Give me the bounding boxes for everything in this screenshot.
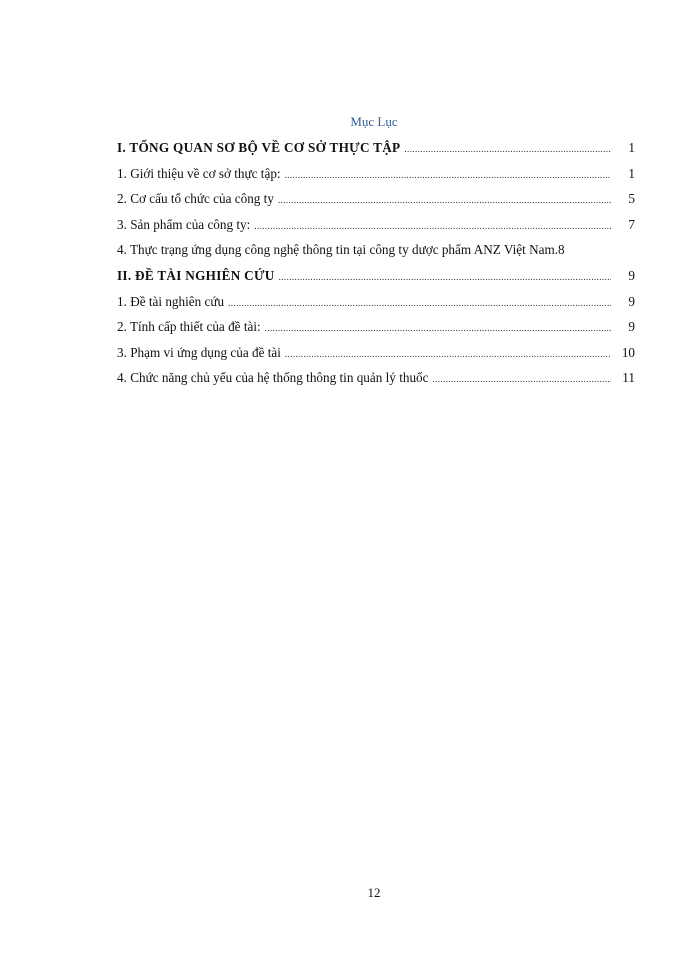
toc-leader-dots <box>285 345 611 363</box>
toc-entry-page: 9 <box>628 319 635 335</box>
toc-entry-label: II. ĐỀ TÀI NGHIÊN CỨU <box>117 267 275 283</box>
toc-entry-page: 5 <box>628 191 635 207</box>
toc-leader-dots <box>254 217 611 235</box>
toc-entry-label: I. TỔNG QUAN SƠ BỘ VỀ CƠ SỞ THỰC TẬP <box>117 140 401 155</box>
toc-entry-label: 4. Thực trạng ứng dụng công nghệ thông tin tại công ty dược phẩm ANZ Việt Nam. <box>117 242 559 258</box>
toc-entry-label: 2. Tính cấp thiết của đề tài: <box>117 319 261 335</box>
toc-leader-dots <box>404 140 611 158</box>
toc-entry-page: 8 <box>558 242 565 258</box>
toc-entry-section-2[interactable] <box>117 267 635 293</box>
toc-entry-2-4[interactable] <box>117 369 635 395</box>
toc-entry-label: 3. Phạm vi ứng dụng của đề tài <box>117 344 281 360</box>
toc-entry-label: 1. Giới thiệu về cơ sở thực tập: <box>117 165 281 181</box>
toc-entry-1-1[interactable] <box>117 165 635 191</box>
toc-entry-page: 7 <box>628 216 635 232</box>
toc-entry-label: 1. Đề tài nghiên cứu <box>117 293 225 309</box>
toc-entry-label: 2. Cơ cấu tổ chức của công ty <box>117 191 274 207</box>
toc-entry-label: 4. Chức năng chủ yếu của hệ thống thông tin quản lý thuốc <box>117 370 429 386</box>
toc-entry-page: 9 <box>628 293 635 309</box>
page-number: 12 <box>367 885 381 900</box>
toc-entry-2-1[interactable] <box>117 293 635 319</box>
toc-entry-page: 11 <box>622 370 635 386</box>
toc-leader-dots <box>285 166 611 184</box>
toc-entry-1-3[interactable] <box>117 216 635 242</box>
toc-title: Mục Lục <box>350 114 398 129</box>
toc-entry-page: 1 <box>628 140 635 155</box>
toc-entry-2-3[interactable] <box>117 344 635 370</box>
toc-leader-dots <box>278 191 611 209</box>
table-of-contents <box>117 139 635 395</box>
toc-entry-section-1[interactable] <box>117 139 635 165</box>
toc-leader-dots <box>279 268 611 286</box>
toc-entry-1-2[interactable] <box>117 190 635 216</box>
toc-entry-2-2[interactable] <box>117 318 635 344</box>
toc-entry-page: 10 <box>621 344 635 360</box>
toc-leader-dots <box>433 370 612 388</box>
toc-entry-page: 9 <box>628 267 635 283</box>
toc-entry-1-4[interactable] <box>117 241 635 267</box>
toc-leader-dots <box>265 319 611 337</box>
toc-entry-label: 3. Sản phẩm của công ty: <box>117 216 251 232</box>
toc-entry-page: 1 <box>628 165 635 181</box>
toc-leader-dots <box>228 294 611 312</box>
